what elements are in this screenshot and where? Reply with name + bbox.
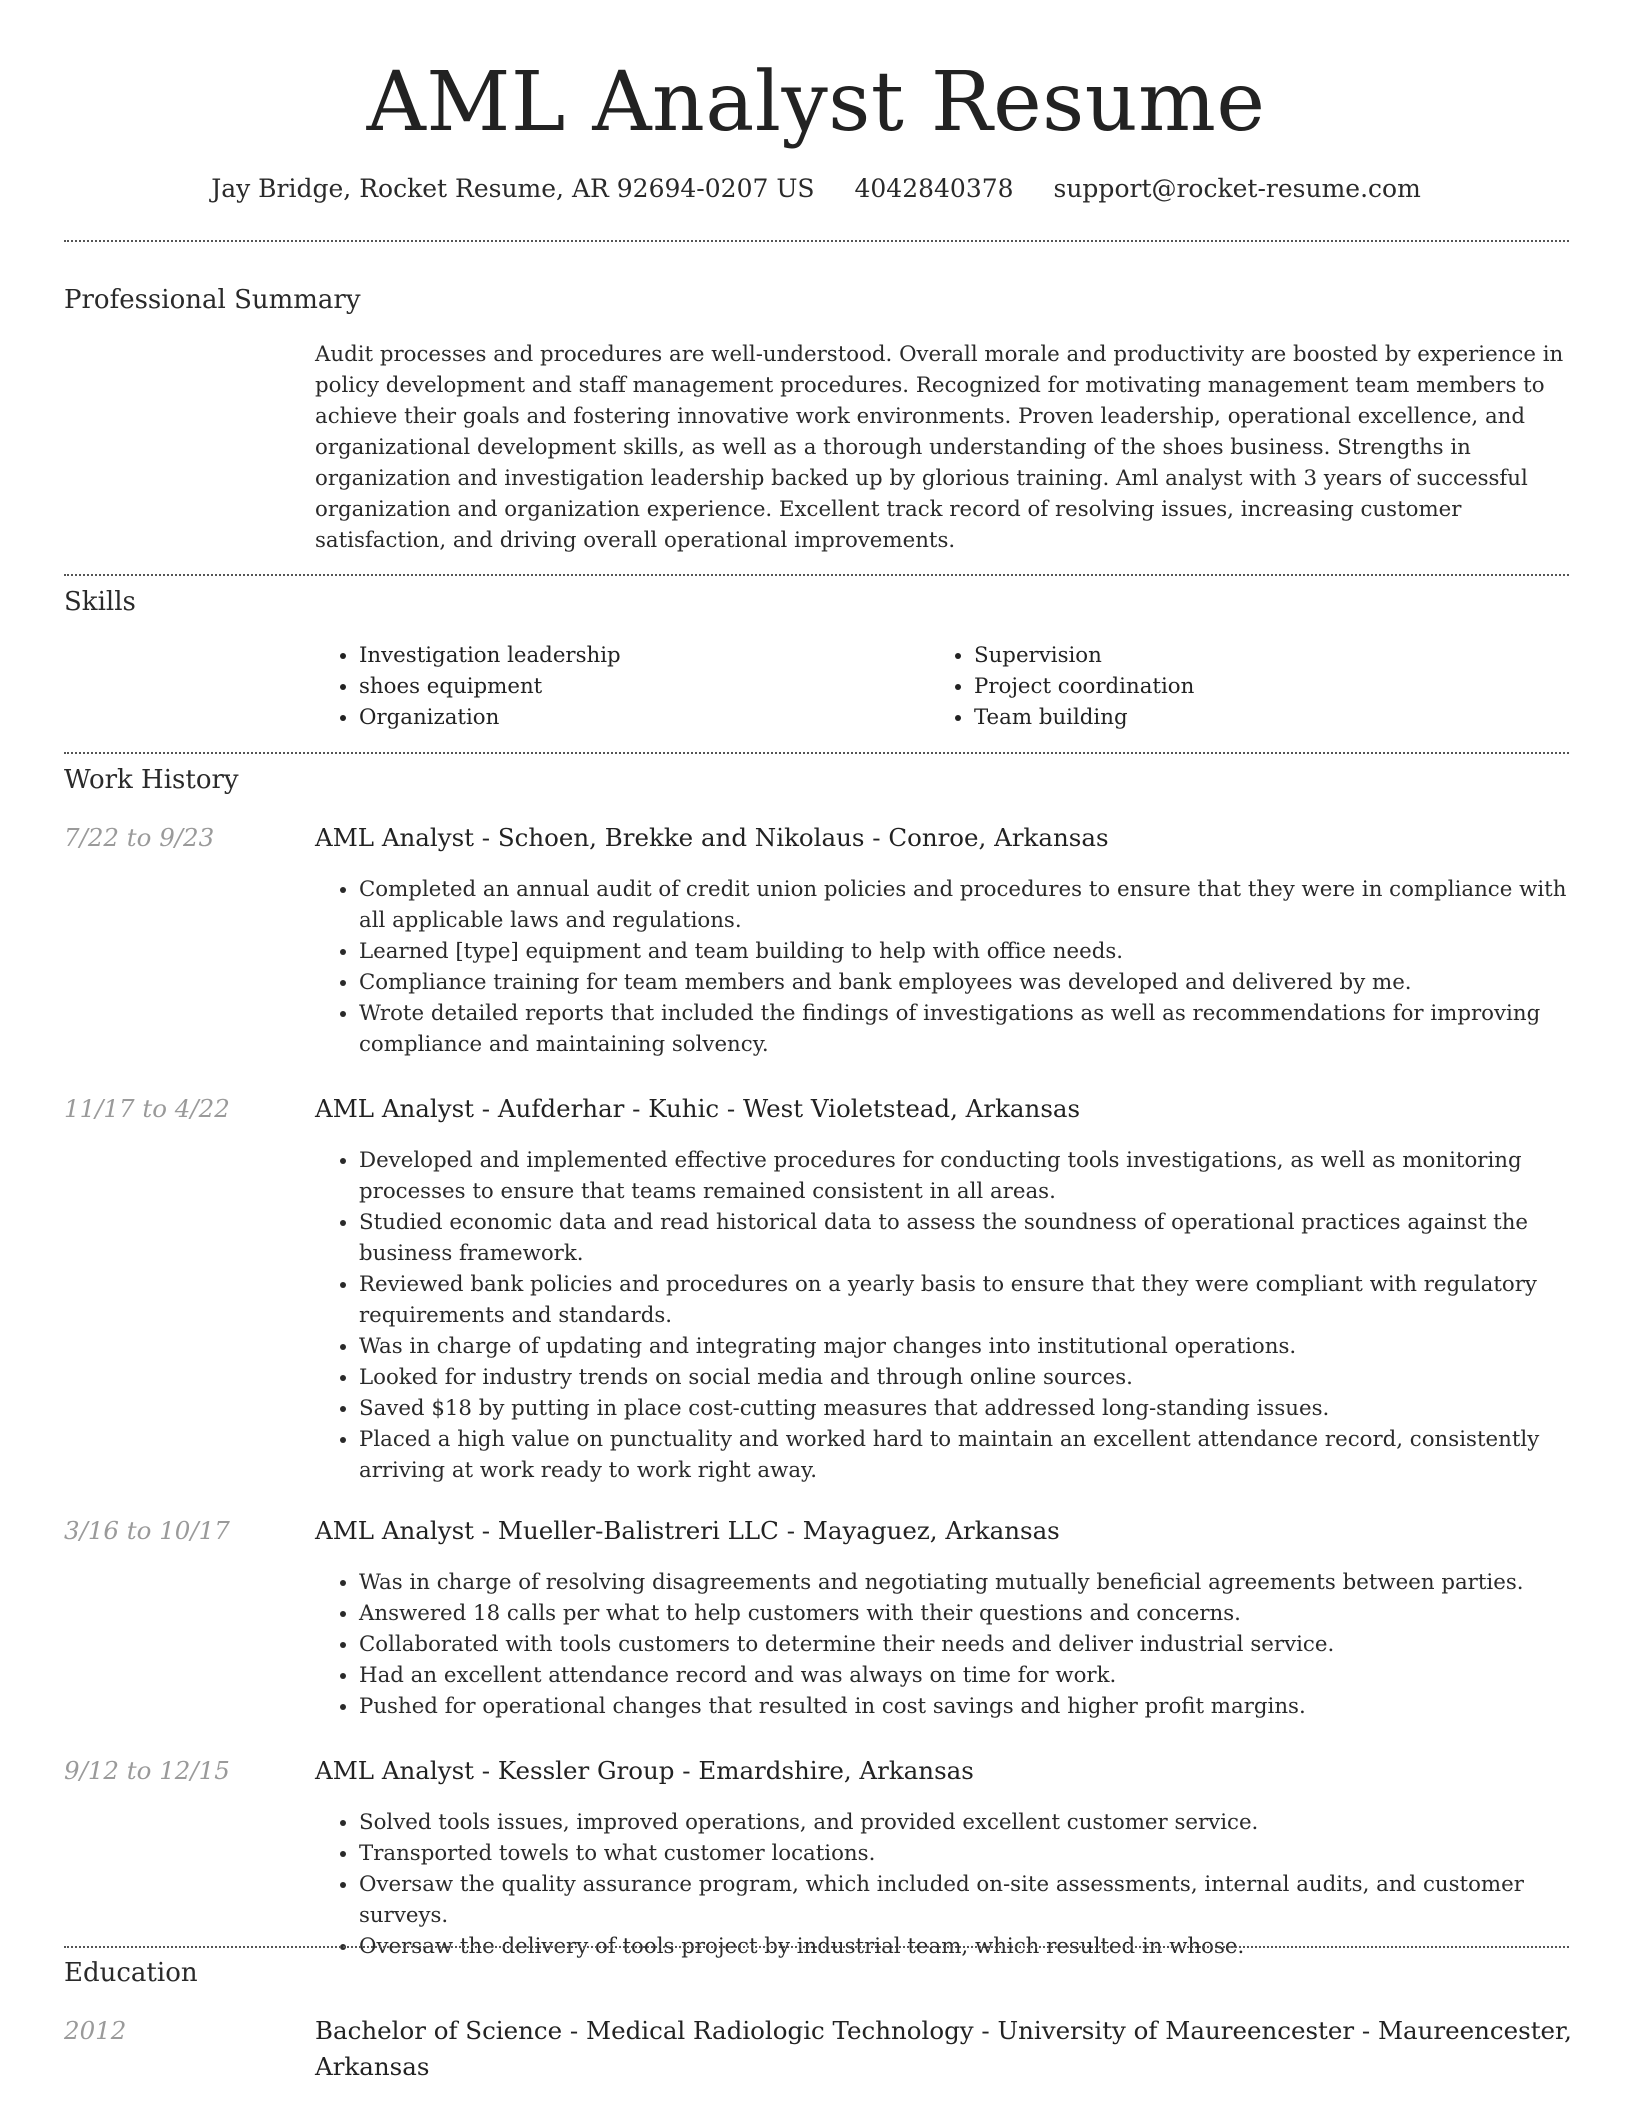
job-bullets [315, 1807, 1570, 1962]
job-bullet: • Learned [type] equipment and team building to help with office needs. [359, 936, 1570, 967]
job-bullets [315, 1567, 1570, 1722]
job-bullet: • Wrote detailed reports that included the findings of investigations as well as recommendations for improving compliance and maintaining solvency. [359, 998, 1570, 1060]
resume-title: AML Analyst Resume [366, 55, 1266, 150]
job-dates: 9/12 to 12/15 [64, 1756, 230, 1785]
divider [64, 1946, 1569, 1948]
job-title: AML Analyst - Kessler Group - Emardshire, Arkansas [315, 1756, 974, 1785]
job-dates: 11/17 to 4/22 [64, 1094, 230, 1123]
job-bullet: • Oversaw the quality assurance program, which included on-site assessments, internal audits, and customer surveys. [359, 1869, 1570, 1931]
job-dates: 7/22 to 9/23 [64, 823, 215, 852]
divider [64, 574, 1569, 576]
skill-item: • shoes equipment [359, 671, 925, 702]
job-title: AML Analyst - Schoen, Brekke and Nikolaus - Conroe, Arkansas [315, 823, 1109, 852]
section-heading-work: Work History [64, 765, 239, 795]
job-bullet: • Had an excellent attendance record and was always on time for work. [359, 1660, 1570, 1691]
job-bullet: • Pushed for operational changes that resulted in cost savings and higher profit margins. [359, 1691, 1570, 1722]
job-bullet: • Placed a high value on punctuality and worked hard to maintain an excellent attendance record, consistently arriving at work ready to work right away. [359, 1424, 1570, 1486]
contact-email: support@rocket-resume.com [1053, 174, 1421, 203]
contact-line [0, 170, 1632, 208]
skill-item: • Project coordination [974, 671, 1540, 702]
skill-item: • Organization [359, 702, 925, 733]
job-bullet: • Looked for industry trends on social media and through online sources. [359, 1362, 1570, 1393]
job-bullet: • Solved tools issues, improved operations, and provided excellent customer service. [359, 1807, 1570, 1838]
job-bullet: • Developed and implemented effective procedures for conducting tools investigations, as well as monitoring processes to ensure that teams remained consistent in all areas. [359, 1145, 1570, 1207]
skill-item: • Team building [974, 702, 1540, 733]
contact-phone: 4042840378 [854, 174, 1014, 203]
education-degree: Bachelor of Science - Medical Radiologic Technology - University of Maureencester - Maureencester, Arkansas [315, 2016, 1572, 2081]
education-year: 2012 [64, 2016, 127, 2045]
job-bullet: • Was in charge of resolving disagreements and negotiating mutually beneficial agreements between parties. [359, 1567, 1570, 1598]
job-bullet: • Studied economic data and read historical data to assess the soundness of operational practices against the business framework. [359, 1207, 1570, 1269]
skills-column-right [930, 640, 1540, 733]
job-bullet: • Completed an annual audit of credit union policies and procedures to ensure that they were in compliance with all applicable laws and regulations. [359, 874, 1570, 936]
job-bullet: • Reviewed bank policies and procedures on a yearly basis to ensure that they were compliant with regulatory requirements and standards. [359, 1269, 1570, 1331]
section-heading-skills: Skills [64, 587, 136, 617]
section-heading-education: Education [64, 1958, 198, 1988]
section-heading-summary: Professional Summary [64, 285, 361, 315]
skill-item: • Investigation leadership [359, 640, 925, 671]
divider [64, 752, 1569, 754]
job-bullets [315, 874, 1570, 1060]
summary-text: Audit processes and procedures are well-understood. Overall morale and productivity are boosted by experience in policy development and staff management procedures. Recognized for motivating management team members to achieve their goals and fostering innovative work environments. Proven leadership, operational excellence, and organizational development skills, as well as a thorough understanding of the shoes business. Strengths in organization and investigation leadership backed up by glorious training. Aml analyst with 3 years of successful organization and organization experience. Excellent track record of resolving issues, increasing customer satisfaction, and driving overall operational improvements. [315, 342, 1564, 553]
job-bullets [315, 1145, 1570, 1486]
job-bullet: • Collaborated with tools customers to determine their needs and deliver industrial service. [359, 1629, 1570, 1660]
skill-item: • Supervision [974, 640, 1540, 671]
contact-address: Jay Bridge, Rocket Resume, AR 92694-0207 US [211, 174, 815, 203]
job-title: AML Analyst - Mueller-Balistreri LLC - Mayaguez, Arkansas [315, 1516, 1060, 1545]
divider [64, 240, 1569, 242]
job-bullet: • Compliance training for team members and bank employees was developed and delivered by me. [359, 967, 1570, 998]
job-bullet: • Was in charge of updating and integrating major changes into institutional operations. [359, 1331, 1570, 1362]
skills-column-left [315, 640, 925, 733]
job-bullet: • Answered 18 calls per what to help customers with their questions and concerns. [359, 1598, 1570, 1629]
job-bullet: • Oversaw the delivery of tools project by industrial team, which resulted in whose. [359, 1931, 1570, 1962]
job-title: AML Analyst - Aufderhar - Kuhic - West Violetstead, Arkansas [315, 1094, 1081, 1123]
job-bullet: • Saved $18 by putting in place cost-cutting measures that addressed long-standing issues. [359, 1393, 1570, 1424]
job-bullet: • Transported towels to what customer locations. [359, 1838, 1570, 1869]
job-dates: 3/16 to 10/17 [64, 1516, 230, 1545]
